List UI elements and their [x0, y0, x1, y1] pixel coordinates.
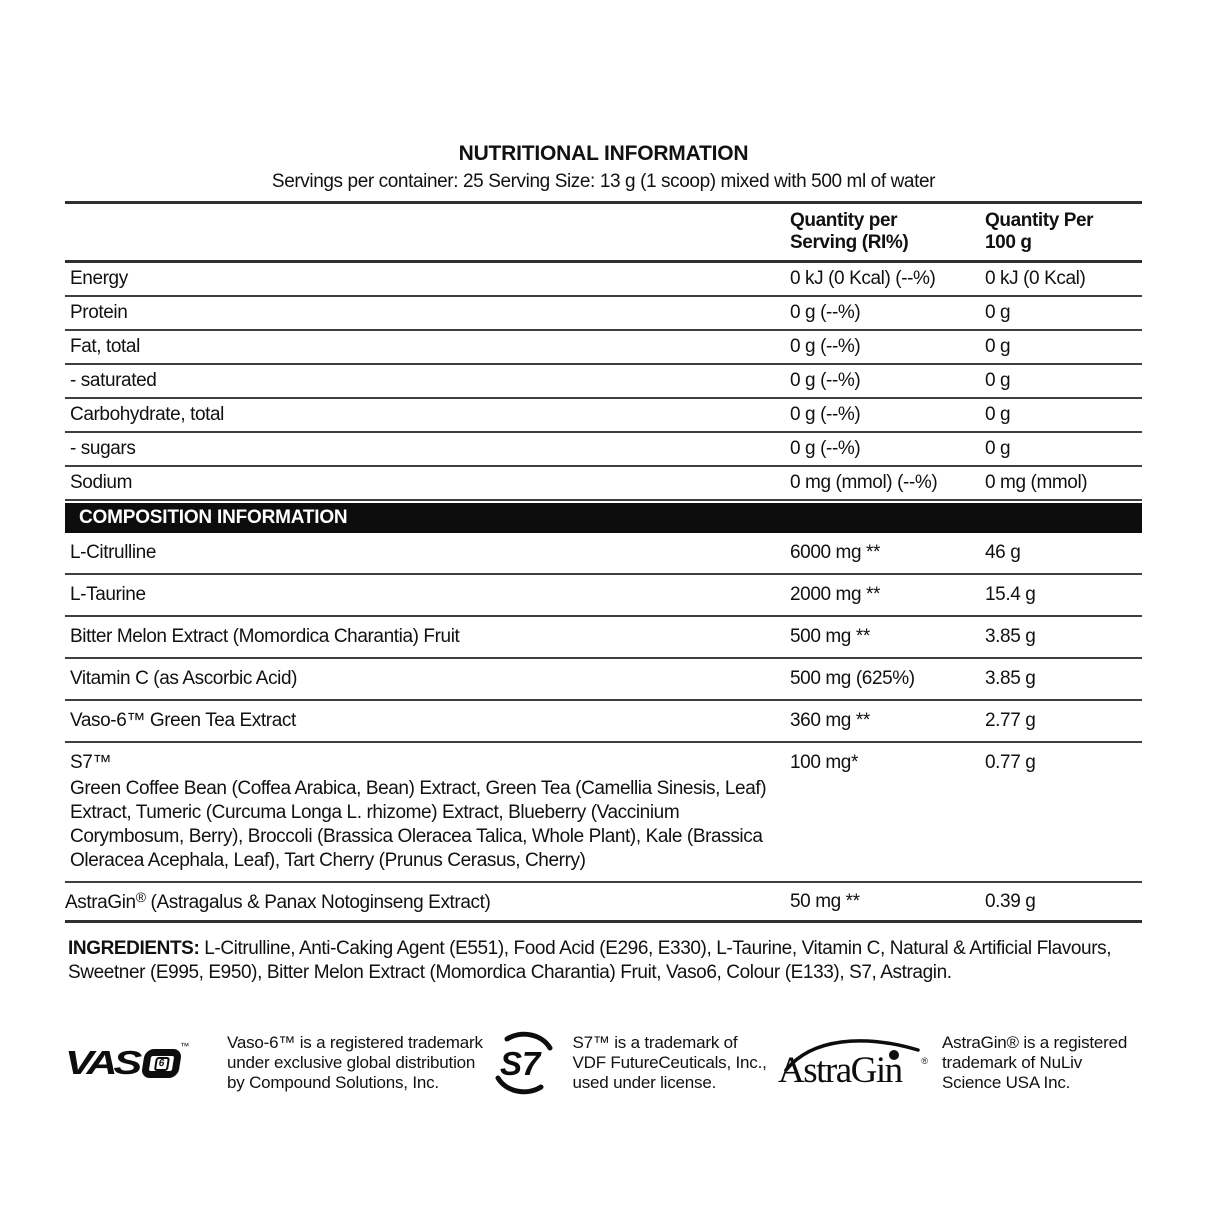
per-serving-value: 360 mg ** — [790, 710, 870, 731]
trademark-row — [65, 1027, 1142, 1099]
row-label: Bitter Melon Extract (Momordica Charantia) Fruit — [70, 626, 460, 647]
per-100g-value: 0 g — [985, 302, 1011, 323]
label-content — [65, 142, 1142, 1099]
per-serving-value: 2000 mg ** — [790, 584, 881, 605]
per-serving-value: 0 g (--%) — [790, 302, 861, 323]
composition-section-banner: COMPOSITION INFORMATION — [65, 503, 1142, 533]
vaso6-trademark-group — [65, 1033, 485, 1093]
row-label: AstraGin® (Astragalus & Panax Notoginseng Extract) — [65, 889, 491, 913]
row-label: Vitamin C (as Ascorbic Acid) — [70, 668, 298, 689]
per-serving-value: 0 g (--%) — [790, 336, 861, 357]
astragin-trademark-caption: AstraGin® is a registered trademark of NuLiv Science USA Inc. — [942, 1033, 1128, 1092]
ingredients-heading: INGREDIENTS: — [68, 938, 200, 959]
s7-trademark-group — [491, 1028, 773, 1098]
per-100g-value: 0 g — [985, 336, 1011, 357]
row-label: L-Citrulline — [70, 542, 157, 563]
vaso6-trademark-caption: Vaso-6™ is a registered trademark under exclusive global distribution by Compound Solutions, Inc. — [227, 1033, 483, 1092]
per-100g-value: 3.85 g — [985, 626, 1036, 647]
table-row-l-citrulline — [65, 533, 1142, 575]
table-row-astragin — [65, 883, 1142, 923]
s7-trademark-caption: S7™ is a trademark of VDF FutureCeuticals, Inc., used under license. — [572, 1033, 767, 1092]
per-serving-value: 100 mg* — [790, 752, 858, 773]
per-100g-value: 0 kJ (0 Kcal) — [985, 268, 1086, 289]
row-label: Energy — [70, 268, 128, 289]
ingredients-text: L-Citrulline, Anti-Caking Agent (E551), Food Acid (E296, E330), L-Taurine, Vitamin C, Natural & Artificial Flavours, Sweetner (E995, E950), Bitter Melon Extract (Momordica Charantia) Fruit, Vaso6, Colour (E133), S7, Astragin. — [68, 938, 1112, 983]
row-label: Carbohydrate, total — [70, 404, 224, 425]
table-row-s7 — [65, 743, 1142, 883]
per-serving-value: 0 g (--%) — [790, 438, 861, 459]
per-100g-value: 0 g — [985, 404, 1011, 425]
per-serving-value: 0 mg (mmol) (--%) — [790, 472, 938, 493]
table-row-saturated — [65, 365, 1142, 399]
registered-mark: ® — [921, 1056, 928, 1066]
table-row-carbohydrate — [65, 399, 1142, 433]
column-header-per-serving: Quantity per Serving (RI%) — [790, 210, 909, 253]
page-title: NUTRITIONAL INFORMATION — [458, 142, 749, 165]
s7-logo — [491, 1028, 557, 1098]
serving-info: Servings per container: 25 Serving Size: 13 g (1 scoop) mixed with 500 ml of water — [271, 171, 936, 192]
per-100g-value: 15.4 g — [985, 584, 1036, 605]
row-label: Protein — [70, 302, 128, 323]
table-row-protein — [65, 297, 1142, 331]
astragin-trademark-group — [778, 1033, 1142, 1093]
table-row-l-taurine — [65, 575, 1142, 617]
row-label: - saturated — [70, 370, 157, 391]
table-row-sodium — [65, 467, 1142, 501]
ingredients-paragraph — [65, 937, 1142, 985]
table-row-vaso6 — [65, 701, 1142, 743]
vaso6-o-box: 6 — [141, 1049, 183, 1078]
per-serving-value: 50 mg ** — [790, 890, 860, 912]
astragin-logo: AstraGin ® — [778, 1034, 926, 1092]
row-label: Sodium — [70, 472, 133, 493]
row-label: Vaso-6™ Green Tea Extract — [70, 710, 296, 731]
per-serving-value: 0 kJ (0 Kcal) (--%) — [790, 268, 936, 289]
table-header-row — [65, 204, 1142, 263]
header-spacer — [65, 210, 790, 260]
per-100g-value: 0 g — [985, 370, 1011, 391]
per-100g-value: 0 g — [985, 438, 1011, 459]
svg-text:S7: S7 — [499, 1045, 540, 1082]
table-row-bitter-melon — [65, 617, 1142, 659]
vaso6-logo: VAS 6 ™ — [65, 1040, 190, 1082]
table-row-sugars — [65, 433, 1142, 467]
table-row-fat-total — [65, 331, 1142, 365]
registered-mark: ® — [135, 889, 146, 905]
per-serving-value: 6000 mg ** — [790, 542, 881, 563]
row-label: S7™ — [70, 752, 112, 773]
per-serving-value: 0 g (--%) — [790, 404, 861, 425]
table-row-energy — [65, 263, 1142, 297]
s7-description: Green Coffee Bean (Coffea Arabica, Bean) Extract, Green Tea (Camellia Sinesis, Leaf) Extract, Tumeric (Curcuma Longa L. rhizome) Extract, Blueberry (Vaccinium Corymbosum, Berry), Broccoli (Brassica Oleracea Talica, Whole Plant), Kale (Brassica Oleracea Acephala, Leaf), Tart Cherry (Prunus Cerasus, Cherry) — [70, 778, 767, 871]
per-serving-value: 0 g (--%) — [790, 370, 861, 391]
table-row-vitamin-c — [65, 659, 1142, 701]
column-header-per-100g: Quantity Per 100 g — [985, 210, 1094, 253]
per-serving-value: 500 mg ** — [790, 626, 870, 647]
per-100g-value: 0.39 g — [985, 890, 1036, 912]
trademark-symbol: ™ — [180, 1040, 190, 1051]
per-serving-value: 500 mg (625%) — [790, 668, 915, 689]
per-100g-value: 0 mg (mmol) — [985, 472, 1088, 493]
per-100g-value: 2.77 g — [985, 710, 1036, 731]
per-100g-value: 3.85 g — [985, 668, 1036, 689]
row-label: Fat, total — [70, 336, 140, 357]
per-100g-value: 46 g — [985, 542, 1021, 563]
row-label: - sugars — [70, 438, 136, 459]
per-100g-value: 0.77 g — [985, 752, 1036, 773]
row-label: L-Taurine — [70, 584, 146, 605]
